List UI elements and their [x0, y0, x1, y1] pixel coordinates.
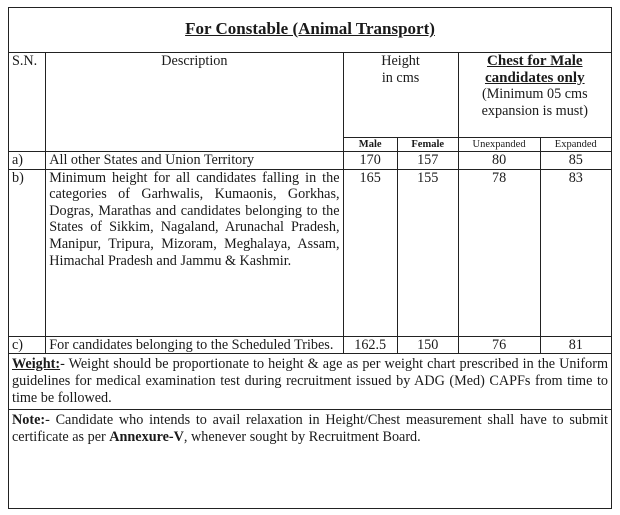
header-chest	[458, 53, 611, 138]
row-description: All other States and Union Territory	[46, 152, 343, 170]
row-sn: a)	[9, 152, 46, 170]
row-sn: c)	[9, 336, 46, 354]
row-chest-expanded: 81	[540, 336, 611, 354]
header-chest-line2: candidates only	[484, 69, 585, 86]
annexure-reference: Annexure-V	[109, 429, 184, 446]
weight-label: Weight:	[12, 356, 61, 373]
note-text-before: - Candidate who intends to avail relaxation in Height/Chest measurement shall have to submit certificate as per	[12, 412, 608, 446]
row-male-height: 162.5	[343, 336, 397, 354]
row-male-height: 165	[343, 169, 397, 336]
row-female-height: 150	[397, 336, 458, 354]
row-description: Minimum height for all candidates falling in the categories of Garhwalis, Kumaonis, Gorkhas, Dogras, Marathas and candidates belonging to the States of Sikkim, Nagaland, Arunachal Pradesh, Manipur, Tripura, Mizoram, Meghalaya, Assam, Himachal Pradesh and Jammu & Kashmir.	[46, 169, 343, 336]
header-chest-line4: expansion is must)	[481, 102, 588, 119]
header-unexpanded: Unexpanded	[458, 138, 540, 152]
header-description: Description	[46, 53, 343, 152]
weight-note	[9, 354, 611, 410]
header-height-line2: in cms	[381, 69, 420, 86]
note-row	[9, 410, 611, 449]
header-male: Male	[343, 138, 397, 152]
document-title	[9, 8, 611, 46]
header-row	[9, 53, 611, 138]
weight-text: - Weight should be proportionate to height & age as per weight chart prescribed in the Uniform guidelines for medical examination test during recruitment issued by ADG (Med) CAPFs from time to time be followed.	[12, 356, 608, 407]
header-height-line1: Height	[381, 53, 420, 69]
note-text-after: , whenever sought by Recruitment Board.	[183, 429, 421, 446]
row-chest-unexpanded: 78	[458, 169, 540, 336]
note-label: Note:	[12, 412, 46, 429]
table-row	[9, 152, 611, 170]
table-row	[9, 169, 611, 336]
row-description: For candidates belonging to the Scheduled Tribes.	[46, 336, 343, 354]
row-male-height: 170	[343, 152, 397, 170]
row-chest-expanded: 83	[540, 169, 611, 336]
title-text: For Constable (Animal Transport)	[185, 19, 435, 38]
table-row	[9, 336, 611, 354]
physical-standards-table	[9, 52, 611, 448]
row-chest-unexpanded: 80	[458, 152, 540, 170]
header-female: Female	[397, 138, 458, 152]
weight-note-row	[9, 354, 611, 410]
header-chest-line1: Chest for Male	[487, 53, 583, 69]
eligibility-document	[8, 7, 612, 509]
header-expanded: Expanded	[540, 138, 611, 152]
row-chest-expanded: 85	[540, 152, 611, 170]
header-chest-line3: (Minimum 05 cms	[481, 86, 588, 103]
header-height	[343, 53, 458, 138]
row-female-height: 157	[397, 152, 458, 170]
row-female-height: 155	[397, 169, 458, 336]
relaxation-note	[9, 410, 611, 449]
row-chest-unexpanded: 76	[458, 336, 540, 354]
header-sn: S.N.	[9, 53, 46, 152]
row-sn: b)	[9, 169, 46, 336]
